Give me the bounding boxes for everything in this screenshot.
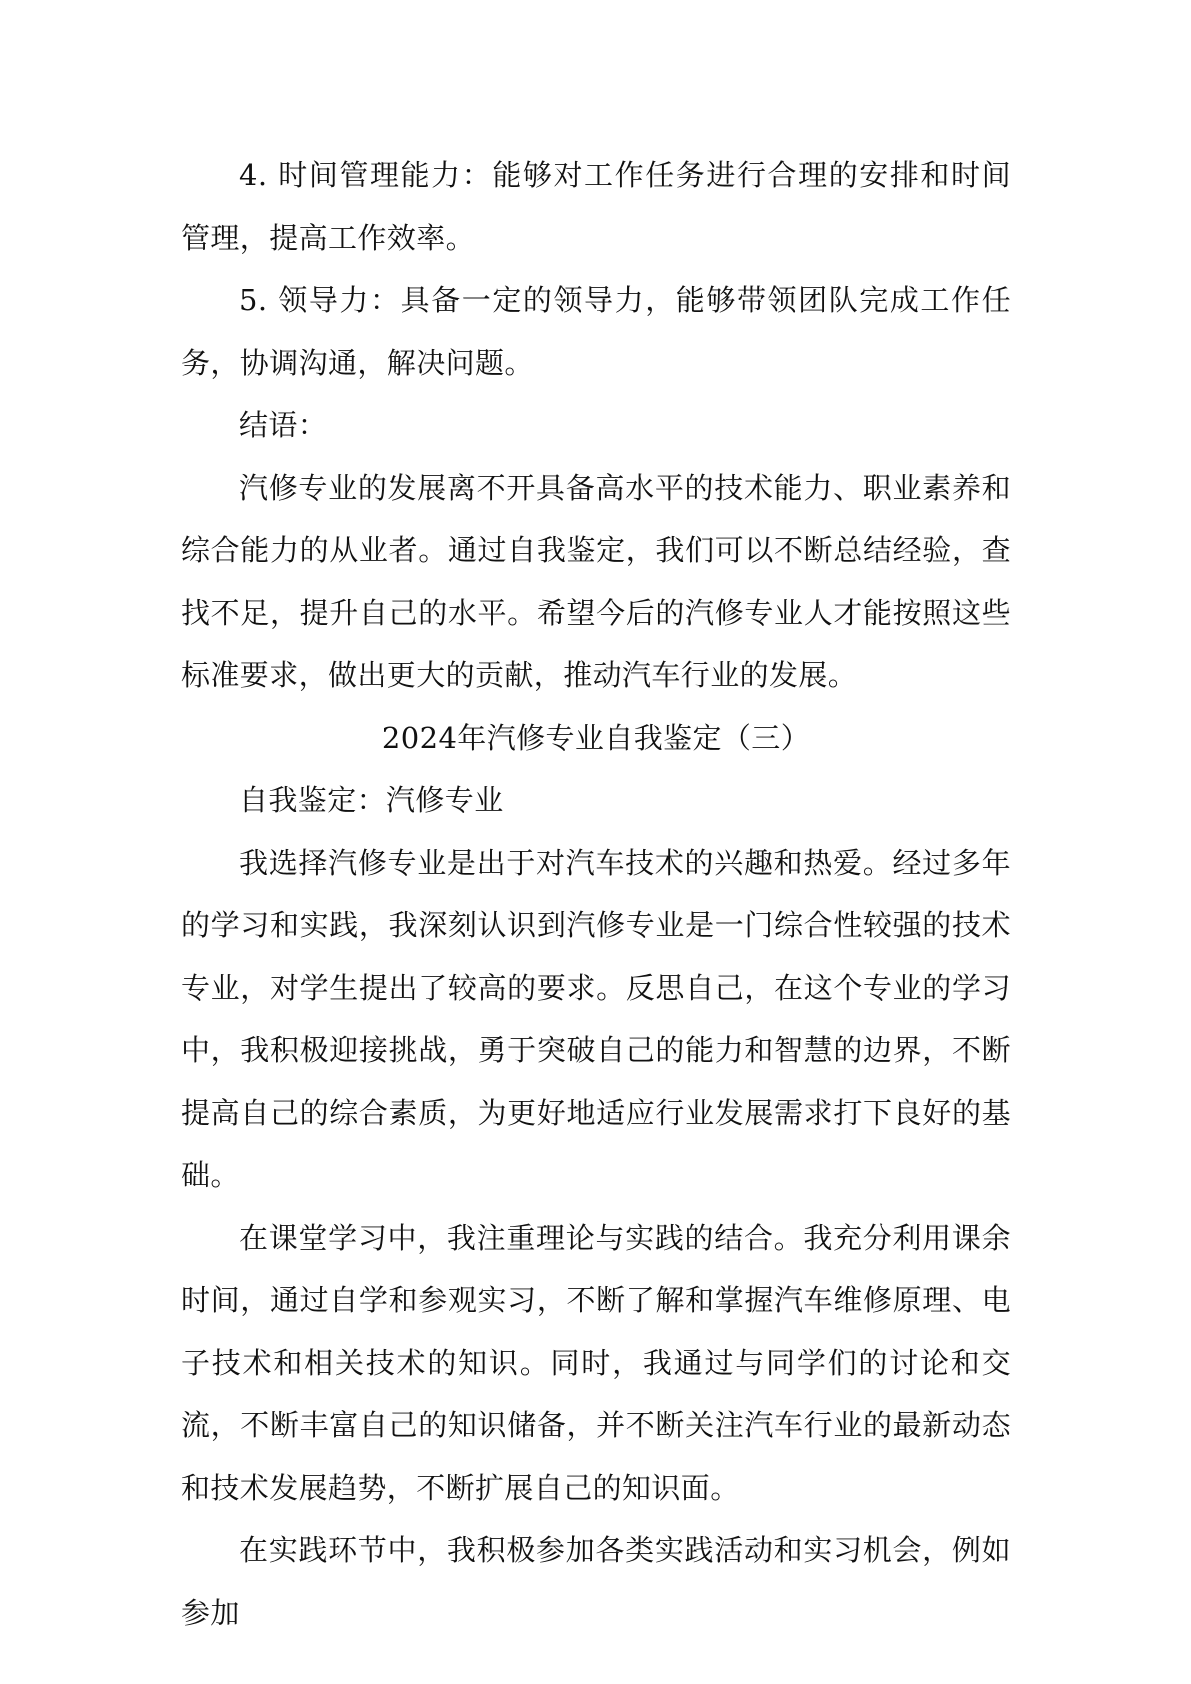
conclusion-paragraph: 汽修专业的发展离不开具备高水平的技术能力、职业素养和综合能力的从业者。通过自我鉴定，我们可以不断总结经验，查找不足，提升自己的水平。希望今后的汽修专业人才能按照这些标准要求，做出更大的贡献，推动汽车行业的发展。 (181, 470, 1011, 692)
body-paragraph: 在实践环节中，我积极参加各类实践活动和实习机会，例如参加 (181, 1533, 1011, 1630)
section-subtitle: 自我鉴定：汽修专业 (239, 783, 504, 817)
body-paragraph: 在课堂学习中，我注重理论与实践的结合。我充分利用课余时间，通过自学和参观实习，不断了解和掌握汽车维修原理、电子技术和相关技术的知识。同时，我通过与同学们的讨论和交流，不断丰富自己的知识储备，并不断关注汽车行业的最新动态和技术发展趋势，不断扩展自己的知识面。 (181, 1220, 1011, 1505)
paragraph-item-4: 4. 时间管理能力：能够对工作任务进行合理的安排和时间管理，提高工作效率。 (181, 158, 1011, 255)
conclusion-label: 结语： (239, 408, 328, 442)
paragraph-item-5: 5. 领导力：具备一定的领导力，能够带领团队完成工作任务，协调沟通，解决问题。 (181, 283, 1011, 380)
section-title: 2024年汽修专业自我鉴定（三） (381, 720, 811, 755)
body-paragraph: 我选择汽修专业是出于对汽车技术的兴趣和热爱。经过多年的学习和实践，我深刻认识到汽修专业是一门综合性较强的技术专业，对学生提出了较高的要求。反思自己，在这个专业的学习中，我积极迎接挑战，勇于突破自己的能力和智慧的边界，不断提高自己的综合素质，为更好地适应行业发展需求打下良好的基础。 (181, 845, 1011, 1192)
document-body (181, 144, 1011, 1644)
